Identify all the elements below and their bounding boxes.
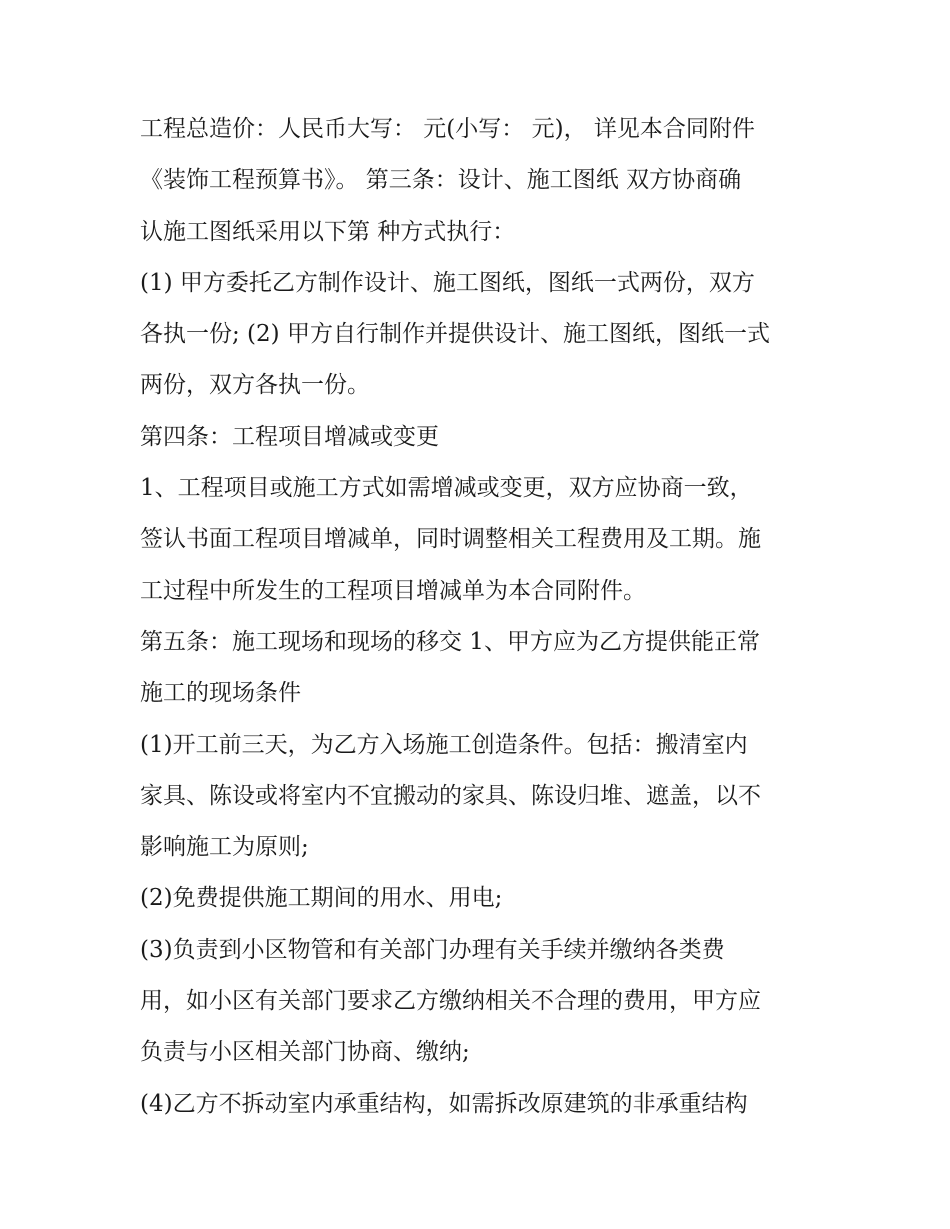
section-heading: 第五条：施工现场和现场的移交 1、甲方应为乙方提供能正常 <box>140 628 760 655</box>
text-line: (2)免费提供施工期间的用水、用电; <box>140 885 503 912</box>
text-line: 工程总造价：人民币大写： 元(小写： 元)， 详见本合同附件 <box>140 116 755 142</box>
text-line: 影响施工为原则; <box>140 834 309 861</box>
text-line: 认施工图纸采用以下第 种方式执行： <box>140 218 516 245</box>
text-line: 负责与小区相关部门协商、缴纳; <box>140 1039 470 1066</box>
section-heading: 第四条：工程项目增减或变更 <box>140 423 439 450</box>
contract-text <box>140 104 830 1130</box>
text-line: 1、工程项目或施工方式如需增减或变更，双方应协商一致， <box>140 475 753 502</box>
text-line: 用，如小区有关部门要求乙方缴纳相关不合理的费用，甲方应 <box>140 988 761 1015</box>
text-line: (3)负责到小区物管和有关部门办理有关手续并缴纳各类费 <box>140 936 725 963</box>
text-line: (1)开工前三天，为乙方入场施工创造条件。包括：搬清室内 <box>140 731 748 758</box>
text-line: (1) 甲方委托乙方制作设计、施工图纸，图纸一式两份，双方 <box>140 269 755 296</box>
text-line: (4)乙方不拆动室内承重结构，如需拆改原建筑的非承重结构 <box>140 1090 748 1117</box>
text-line: 各执一份; (2) 甲方自行制作并提供设计、施工图纸，图纸一式 <box>140 321 770 348</box>
text-line: 《装饰工程预算书》。 第三条：设计、施工图纸 双方协商确 <box>140 167 742 194</box>
text-line: 签认书面工程项目增减单，同时调整相关工程费用及工期。施 <box>140 526 761 553</box>
text-line: 工过程中所发生的工程项目增减单为本合同附件。 <box>140 577 646 604</box>
text-line: 施工的现场条件 <box>140 680 301 707</box>
text-line: 家具、陈设或将室内不宜搬动的家具、陈设归堆、遮盖，以不 <box>140 782 761 809</box>
text-line: 两份，双方各执一份。 <box>140 372 370 399</box>
